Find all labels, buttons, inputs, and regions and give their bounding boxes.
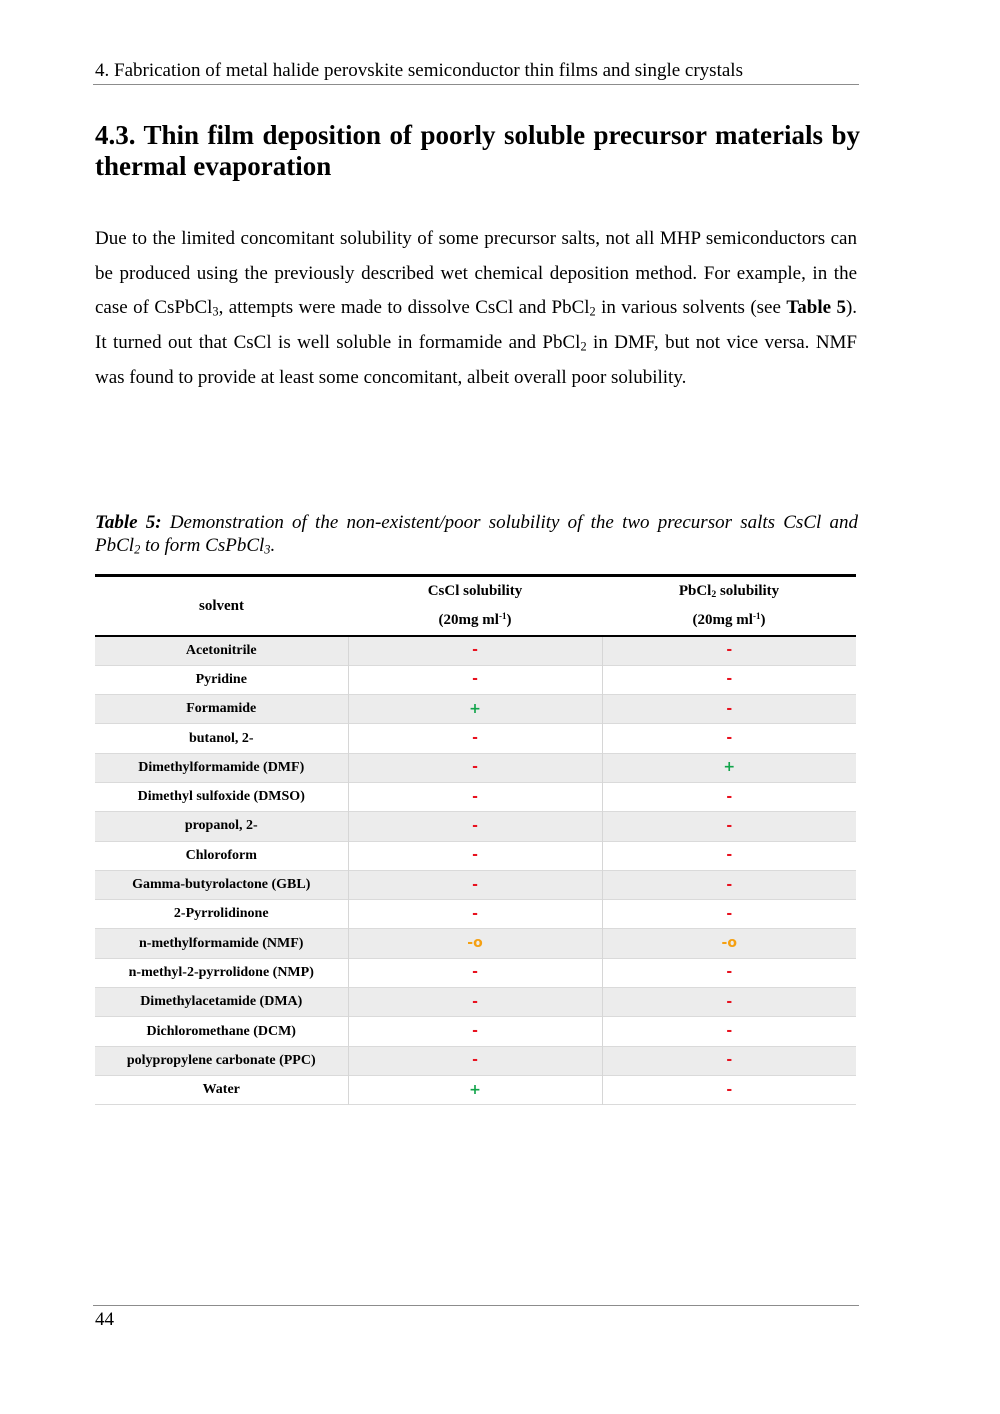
text-run: to form CsPbCl (140, 535, 265, 556)
subscript: 3 (264, 542, 271, 557)
table-row (95, 870, 856, 899)
solubility-mark: - (472, 1023, 478, 1039)
header-pbcl2-solubility (602, 576, 856, 637)
pbcl2-solubility-cell (602, 841, 856, 870)
solubility-mark: - (726, 905, 733, 922)
cscl-solubility-cell (348, 1046, 602, 1075)
body-paragraph (95, 222, 857, 396)
solvent-cell: Dimethyl sulfoxide (DMSO) (95, 782, 348, 811)
solvent-cell: Pyridine (95, 665, 348, 694)
solubility-mark: - (726, 993, 733, 1010)
solvent-cell: Water (95, 1075, 348, 1104)
pbcl2-solubility-cell (602, 782, 856, 811)
header-text: solubility (716, 583, 780, 599)
solubility-mark: - (472, 788, 478, 805)
section-title: 4.3. Thin film deposition of poorly soluble precursor materials by thermal evaporation (95, 120, 860, 181)
solubility-mark: - (472, 964, 478, 981)
solvent-cell: propanol, 2- (95, 812, 348, 841)
solubility-mark: -o (721, 935, 737, 952)
table-row (95, 900, 856, 929)
cscl-solubility-cell (348, 1017, 602, 1046)
cscl-solubility-cell (348, 636, 602, 665)
pbcl2-solubility-cell (602, 988, 856, 1017)
running-header: 4. Fabrication of metal halide perovskite semiconductor thin films and single crystals (95, 60, 743, 81)
pbcl2-solubility-cell (602, 929, 856, 958)
header-divider (93, 84, 859, 85)
table-row (95, 782, 856, 811)
subscript: 2 (134, 542, 141, 557)
text-run: Due to the limited concomitant solubility of some precursor salts, not all MHP semiconductors can be produced using the previously described wet chemical deposition method. For example, in the case of CsPbCl (95, 228, 857, 319)
header-solvent: solvent (199, 597, 244, 614)
subscript: 2 (589, 304, 596, 319)
pbcl2-solubility-cell (602, 958, 856, 987)
solvent-cell: butanol, 2- (95, 724, 348, 753)
table-caption (95, 511, 858, 557)
solubility-mark: - (472, 847, 478, 864)
cscl-solubility-cell (348, 665, 602, 694)
table-header-row (95, 576, 856, 637)
solubility-mark: - (726, 1052, 733, 1069)
text-run: in various solvents (see (595, 297, 787, 319)
table-row (95, 988, 856, 1017)
cscl-solubility-cell (348, 782, 602, 811)
table-row (95, 695, 856, 724)
pbcl2-solubility-cell (602, 753, 856, 782)
solvent-cell: n-methyl-2-pyrrolidone (NMP) (95, 958, 348, 987)
solubility-table (95, 574, 856, 1105)
cscl-solubility-cell (348, 900, 602, 929)
header-cscl-solubility (348, 576, 602, 637)
pbcl2-solubility-cell (602, 900, 856, 929)
solubility-mark: - (472, 642, 478, 659)
pbcl2-solubility-cell (602, 1046, 856, 1075)
cscl-solubility-cell (348, 870, 602, 899)
solubility-mark: - (472, 730, 478, 747)
solubility-mark: - (726, 671, 733, 688)
table-row (95, 812, 856, 841)
header-text: ) (760, 612, 766, 628)
header-text: CsCl solubility (427, 583, 523, 599)
solvent-cell: Dichloromethane (DCM) (95, 1017, 348, 1046)
solubility-mark: - (726, 1081, 733, 1098)
solubility-mark: - (472, 993, 478, 1010)
pbcl2-solubility-cell (602, 636, 856, 665)
cscl-solubility-cell (348, 1075, 602, 1104)
solvent-cell: Gamma-butyrolactone (GBL) (95, 870, 348, 899)
solubility-mark: - (726, 817, 733, 834)
header-text: PbCl (678, 583, 712, 599)
pbcl2-solubility-cell (602, 665, 856, 694)
header-text: (20mg ml (438, 612, 499, 628)
subscript: 2 (580, 339, 587, 354)
superscript: -1 (752, 611, 761, 622)
solubility-mark: - (726, 642, 733, 659)
table-body (95, 636, 856, 1105)
solubility-mark: + (723, 759, 736, 776)
cscl-solubility-cell (348, 841, 602, 870)
cscl-solubility-cell (348, 695, 602, 724)
solubility-mark: - (472, 817, 478, 834)
table-reference: Table 5 (786, 297, 846, 319)
solubility-mark: + (469, 1081, 481, 1098)
cscl-solubility-cell (348, 988, 602, 1017)
table-row (95, 724, 856, 753)
table-row (95, 1046, 856, 1075)
footer-divider (93, 1305, 859, 1306)
solubility-mark: - (472, 671, 478, 688)
solvent-cell: Chloroform (95, 841, 348, 870)
pbcl2-solubility-cell (602, 812, 856, 841)
solubility-mark: -o (467, 935, 483, 952)
cscl-solubility-cell (348, 958, 602, 987)
caption-label: Table 5: (95, 512, 162, 533)
superscript: -1 (498, 611, 507, 622)
solvent-cell: Acetonitrile (95, 636, 348, 665)
solvent-cell: n-methylformamide (NMF) (95, 929, 348, 958)
cscl-solubility-cell (348, 812, 602, 841)
solubility-mark: - (726, 876, 733, 893)
page-number: 44 (95, 1309, 114, 1330)
pbcl2-solubility-cell (602, 870, 856, 899)
header-text: ) (506, 612, 512, 628)
text-run: ). It turned out that CsCl is well soluble in formamide and PbCl (95, 297, 858, 354)
solvent-cell: Formamide (95, 695, 348, 724)
solubility-mark: - (472, 905, 478, 922)
solubility-mark: - (726, 788, 733, 805)
subscript: 3 (212, 304, 219, 319)
text-run: , attempts were made to dissolve CsCl and PbCl (218, 297, 590, 319)
table-row (95, 665, 856, 694)
solubility-mark: - (472, 1052, 478, 1069)
table-row (95, 958, 856, 987)
solubility-mark: - (726, 730, 733, 747)
pbcl2-solubility-cell (602, 1017, 856, 1046)
text-run: Demonstration of the non-existent/poor solubility of the two precursor salts CsCl and PbCl (95, 512, 858, 556)
pbcl2-solubility-cell (602, 724, 856, 753)
solubility-mark: - (472, 876, 478, 893)
solubility-mark: - (726, 1023, 733, 1039)
table-row (95, 841, 856, 870)
pbcl2-solubility-cell (602, 695, 856, 724)
table-row (95, 1075, 856, 1104)
table-row (95, 929, 856, 958)
cscl-solubility-cell (348, 753, 602, 782)
solubility-mark: - (726, 964, 733, 981)
solvent-cell: Dimethylacetamide (DMA) (95, 988, 348, 1017)
header-text: (20mg ml (692, 612, 753, 628)
table-row (95, 636, 856, 665)
solvent-cell: Dimethylformamide (DMF) (95, 753, 348, 782)
subscript: 2 (711, 588, 717, 600)
solubility-mark: - (726, 700, 733, 717)
text-run: in DMF, but not vice versa. NMF was found to provide at least some concomitant, albeit overall poor solubility. (95, 332, 857, 388)
pbcl2-solubility-cell (602, 1075, 856, 1104)
cscl-solubility-cell (348, 929, 602, 958)
table-row (95, 753, 856, 782)
text-run: . (270, 535, 276, 556)
table-row (95, 1017, 856, 1046)
solubility-mark: - (472, 759, 478, 776)
solubility-mark: + (469, 700, 481, 717)
solubility-mark: - (726, 847, 733, 864)
cscl-solubility-cell (348, 724, 602, 753)
solvent-cell: polypropylene carbonate (PPC) (95, 1046, 348, 1075)
solvent-cell: 2-Pyrrolidinone (95, 900, 348, 929)
